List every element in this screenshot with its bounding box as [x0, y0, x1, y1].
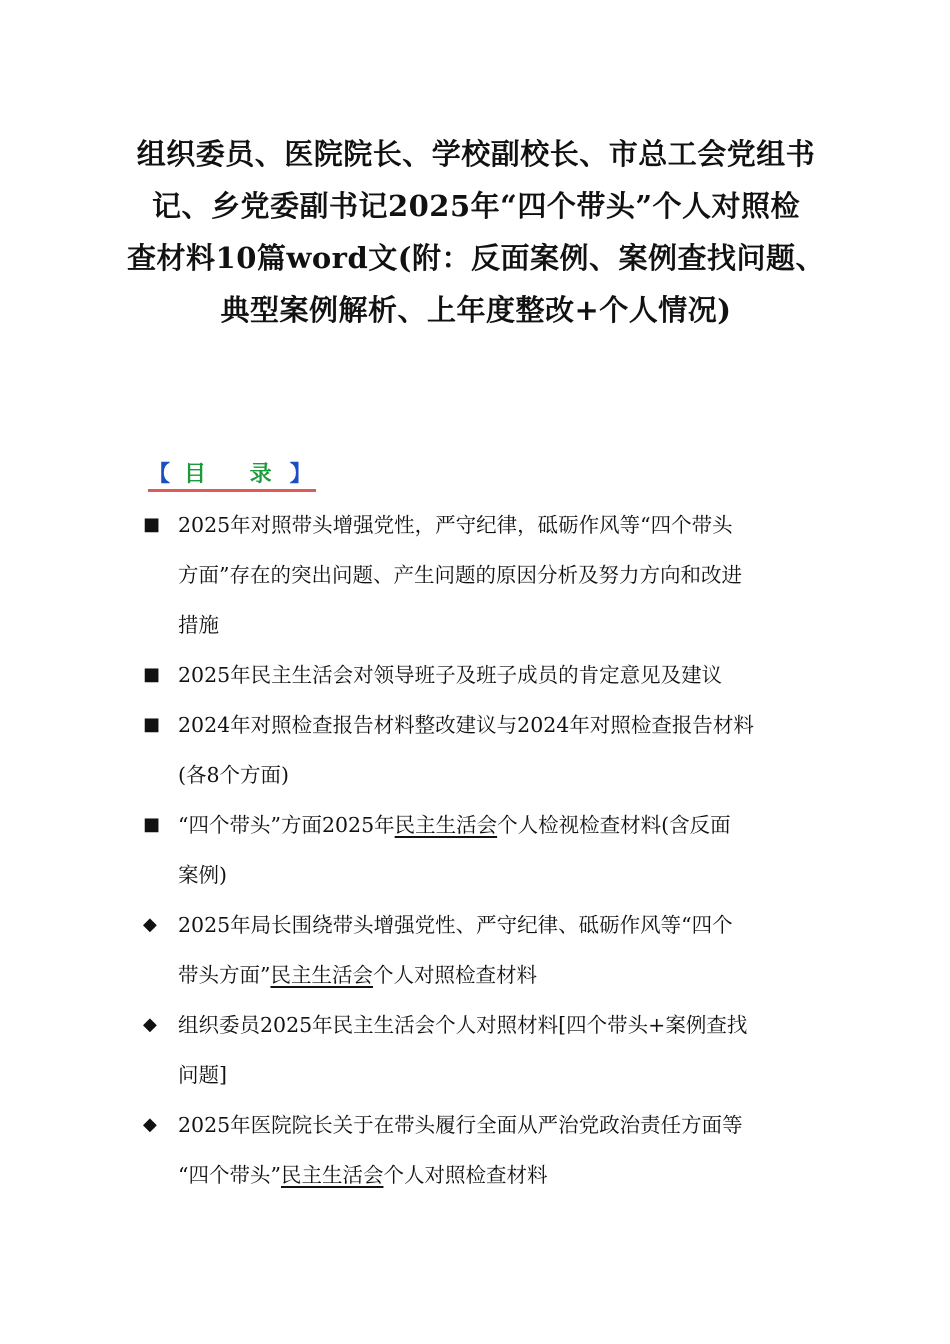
toc-item[interactable] — [140, 900, 820, 1000]
toc-item[interactable] — [140, 500, 820, 650]
toc-item-line: 2024年对照检查报告材料整改建议与2024年对照检查报告材料 — [178, 713, 754, 737]
title-line: 典型案例解析、上年度整改+个人情况) — [220, 293, 732, 327]
toc-item-line: 措施 — [178, 613, 219, 637]
toc-item-line: (各8个方面) — [178, 763, 290, 787]
toc-item-link[interactable]: 民主生活会 — [270, 963, 373, 987]
toc-heading-underline — [148, 489, 316, 492]
square-bullet-icon: ■ — [143, 814, 161, 835]
square-bullet-icon: ■ — [143, 514, 161, 535]
toc-item-text: 带头方面” — [178, 963, 271, 987]
toc-open-bracket: 【 — [148, 461, 171, 487]
toc-item-line: 问题] — [178, 1063, 227, 1087]
toc-item-line: 方面”存在的突出问题、产生问题的原因分析及努力方向和改进 — [178, 563, 742, 587]
toc-item[interactable] — [140, 1100, 820, 1200]
toc-item[interactable] — [140, 1000, 820, 1100]
square-bullet-icon: ■ — [143, 664, 161, 685]
toc-item[interactable] — [140, 700, 820, 800]
toc-heading-label: 目 录 — [184, 461, 290, 487]
toc-item-line: 组织委员2025年民主生活会个人对照材料[四个带头+案例查找 — [178, 1013, 748, 1037]
toc-item-text: “四个带头” — [178, 1163, 281, 1187]
toc-close-bracket: 】 — [289, 461, 312, 487]
toc-item-line: 案例) — [178, 863, 227, 887]
toc-item[interactable] — [140, 650, 820, 700]
title-line: 记、乡党委副书记2025年“四个带头”个人对照检 — [151, 189, 801, 223]
toc-item-line — [178, 1150, 820, 1200]
toc-item-text: 个人对照检查材料 — [383, 1163, 548, 1187]
title-line: 查材料10篇word文(附：反面案例、案例查找问题、 — [127, 241, 825, 275]
toc-list — [140, 500, 820, 1200]
square-bullet-icon: ■ — [143, 714, 161, 735]
diamond-bullet-icon: ◆ — [143, 1014, 157, 1035]
toc-item-line: 2025年对照带头增强党性，严守纪律，砥砺作风等“四个带头 — [178, 513, 733, 537]
toc-item-text: 个人对照检查材料 — [372, 963, 537, 987]
toc-item-line: 2025年医院院长关于在带头履行全面从严治党政治责任方面等 — [178, 1113, 743, 1137]
title-line: 组织委员、医院院长、学校副校长、市总工会党组书 — [136, 137, 816, 171]
toc-item-link[interactable]: 民主生活会 — [280, 1163, 384, 1187]
toc-item-line — [178, 950, 820, 1000]
diamond-bullet-icon: ◆ — [143, 1114, 157, 1135]
toc-item-link[interactable]: 民主生活会 — [394, 813, 498, 837]
toc-item-line: 2025年局长围绕带头增强党性、严守纪律、砥砺作风等“四个 — [178, 913, 733, 937]
diamond-bullet-icon: ◆ — [143, 914, 157, 935]
toc-item-text: “四个带头”方面2025年 — [178, 813, 395, 837]
document-title — [120, 128, 832, 336]
toc-item-line: 2025年民主生活会对领导班子及班子成员的肯定意见及建议 — [178, 663, 723, 687]
toc-item-line — [178, 800, 820, 850]
toc-item[interactable] — [140, 800, 820, 900]
toc-item-text: 个人检视检查材料(含反面 — [497, 813, 731, 837]
toc-heading — [148, 458, 312, 490]
